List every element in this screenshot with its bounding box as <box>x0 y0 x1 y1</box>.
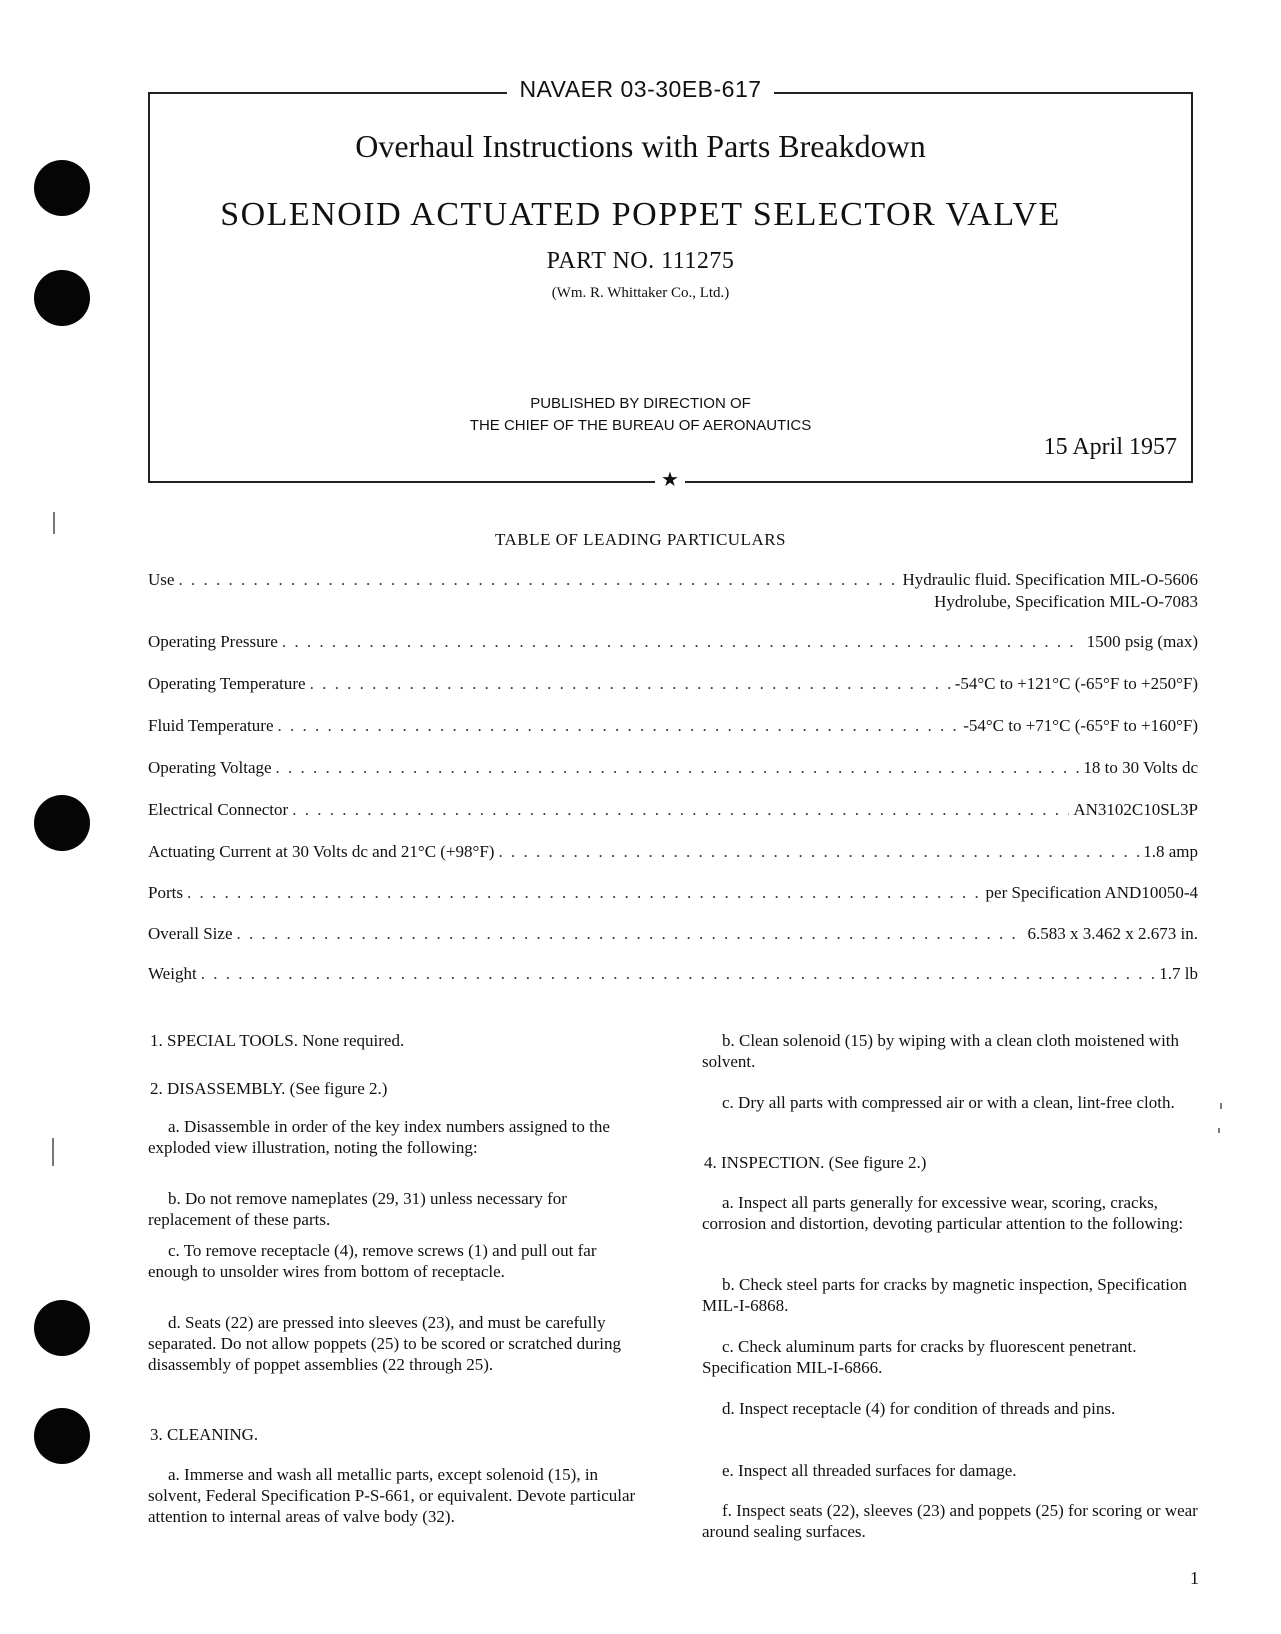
publisher-line-2: THE CHIEF OF THE BUREAU OF AERONAUTICS <box>469 417 812 434</box>
leader-dots <box>292 800 1069 820</box>
page-number: 1 <box>1190 1568 1199 1588</box>
particulars-value-continued: Hydrolube, Specification MIL-O-7083 <box>934 592 1198 611</box>
paragraph: c. Check aluminum parts for cracks by fluorescent penetrant. Specification MIL-I-6866. <box>702 1337 1137 1377</box>
part-number: PART NO. 111275 <box>546 248 735 274</box>
star-ornament: ★ <box>655 468 685 492</box>
document-title: Overhaul Instructions with Parts Breakdown <box>355 128 926 164</box>
leader-dots <box>282 632 1083 652</box>
leader-dots <box>237 924 1024 944</box>
particulars-label: Fluid Temperature <box>148 716 274 735</box>
document-subtitle: SOLENOID ACTUATED POPPET SELECTOR VALVE <box>220 196 1061 233</box>
paragraph: c. To remove receptacle (4), remove screws (1) and pull out far enough to unsolder wires from bottom of receptacle. <box>148 1241 597 1281</box>
particulars-row <box>148 632 1198 652</box>
section-inspection: 4. INSPECTION. (See figure 2.) <box>704 1153 927 1172</box>
particulars-label: Actuating Current at 30 Volts dc and 21°C (+98°F) <box>148 842 495 861</box>
publication-date: 15 April 1957 <box>1043 434 1177 460</box>
paragraph: a. Immerse and wash all metallic parts, except solenoid (15), in solvent, Federal Specification P-S-661, or equivalent. Devote particular attention to internal areas of valve body (32). <box>148 1465 636 1526</box>
paragraph: a. Inspect all parts generally for excessive wear, scoring, cracks, corrosion and distortion, devoting particular attention to the following: <box>702 1193 1184 1233</box>
particulars-value: 6.583 x 3.462 x 2.673 in. <box>1027 924 1198 943</box>
leader-dots <box>187 883 982 903</box>
punch-hole <box>34 795 90 851</box>
particulars-value: AN3102C10SL3P <box>1073 800 1198 819</box>
particulars-row <box>148 758 1198 778</box>
paragraph: c. Dry all parts with compressed air or with a clean, lint-free cloth. <box>722 1093 1175 1112</box>
punch-hole <box>34 1408 90 1464</box>
particulars-value: 1.7 lb <box>1159 964 1198 983</box>
particulars-row <box>148 800 1198 820</box>
section-cleaning: 3. CLEANING. <box>150 1425 259 1444</box>
leader-dots <box>310 674 951 694</box>
particulars-value: per Specification AND10050-4 <box>985 883 1198 902</box>
particulars-row <box>148 964 1198 984</box>
particulars-label: Use <box>148 570 175 589</box>
manufacturer: (Wm. R. Whittaker Co., Ltd.) <box>551 285 730 301</box>
leader-dots <box>276 758 1080 778</box>
punch-hole <box>34 1300 90 1356</box>
particulars-label: Operating Temperature <box>148 674 306 693</box>
particulars-row <box>148 883 1198 903</box>
leader-dots <box>278 716 960 736</box>
particulars-row <box>148 674 1198 694</box>
scan-speck <box>1220 1103 1222 1109</box>
leader-dots <box>178 570 898 590</box>
particulars-row <box>148 924 1198 944</box>
scan-speck <box>52 1138 54 1166</box>
particulars-row <box>148 570 1198 590</box>
paragraph: b. Do not remove nameplates (29, 31) unless necessary for replacement of these parts. <box>148 1189 567 1229</box>
scan-speck <box>1218 1128 1220 1133</box>
paragraph: a. Disassemble in order of the key index numbers assigned to the exploded view illustration, noting the following: <box>148 1117 610 1157</box>
particulars-label: Overall Size <box>148 924 233 943</box>
particulars-label: Ports <box>148 883 183 902</box>
paragraph: d. Seats (22) are pressed into sleeves (23), and must be carefully separated. Do not allow poppets (25) to be scored or scratched during disassembly of poppet assemblies (22 through 25). <box>148 1313 622 1374</box>
particulars-row <box>148 716 1198 736</box>
particulars-label: Operating Pressure <box>148 632 278 651</box>
particulars-label: Electrical Connector <box>148 800 289 819</box>
paragraph: b. Clean solenoid (15) by wiping with a clean cloth moistened with solvent. <box>702 1031 1180 1071</box>
particulars-value: Hydraulic fluid. Specification MIL-O-5606 <box>902 570 1198 589</box>
publisher-statement <box>0 393 1281 437</box>
leader-dots <box>201 964 1156 984</box>
document-number: NAVAER 03-30EB-617 <box>0 76 1281 103</box>
particulars-row <box>148 842 1198 862</box>
particulars-value: 18 to 30 Volts dc <box>1083 758 1198 777</box>
paragraph: d. Inspect receptacle (4) for condition of threads and pins. <box>722 1399 1116 1418</box>
particulars-value: -54°C to +71°C (-65°F to +160°F) <box>963 716 1198 735</box>
particulars-value: 1.8 amp <box>1143 842 1198 861</box>
particulars-value: 1500 psig (max) <box>1086 632 1198 651</box>
paragraph: e. Inspect all threaded surfaces for damage. <box>722 1461 1017 1480</box>
publisher-line-1: PUBLISHED BY DIRECTION OF <box>530 395 751 412</box>
paragraph: b. Check steel parts for cracks by magnetic inspection, Specification MIL-I-6868. <box>702 1275 1187 1315</box>
particulars-label: Operating Voltage <box>148 758 272 777</box>
leader-dots <box>498 842 1139 862</box>
particulars-value: -54°C to +121°C (-65°F to +250°F) <box>954 674 1198 693</box>
particulars-heading: TABLE OF LEADING PARTICULARS <box>494 530 787 549</box>
section-special-tools: 1. SPECIAL TOOLS. None required. <box>150 1031 405 1050</box>
paragraph: f. Inspect seats (22), sleeves (23) and poppets (25) for scoring or wear around sealing surfaces. <box>702 1501 1198 1541</box>
particulars-label: Weight <box>148 964 197 983</box>
section-disassembly: 2. DISASSEMBLY. (See figure 2.) <box>150 1079 388 1098</box>
